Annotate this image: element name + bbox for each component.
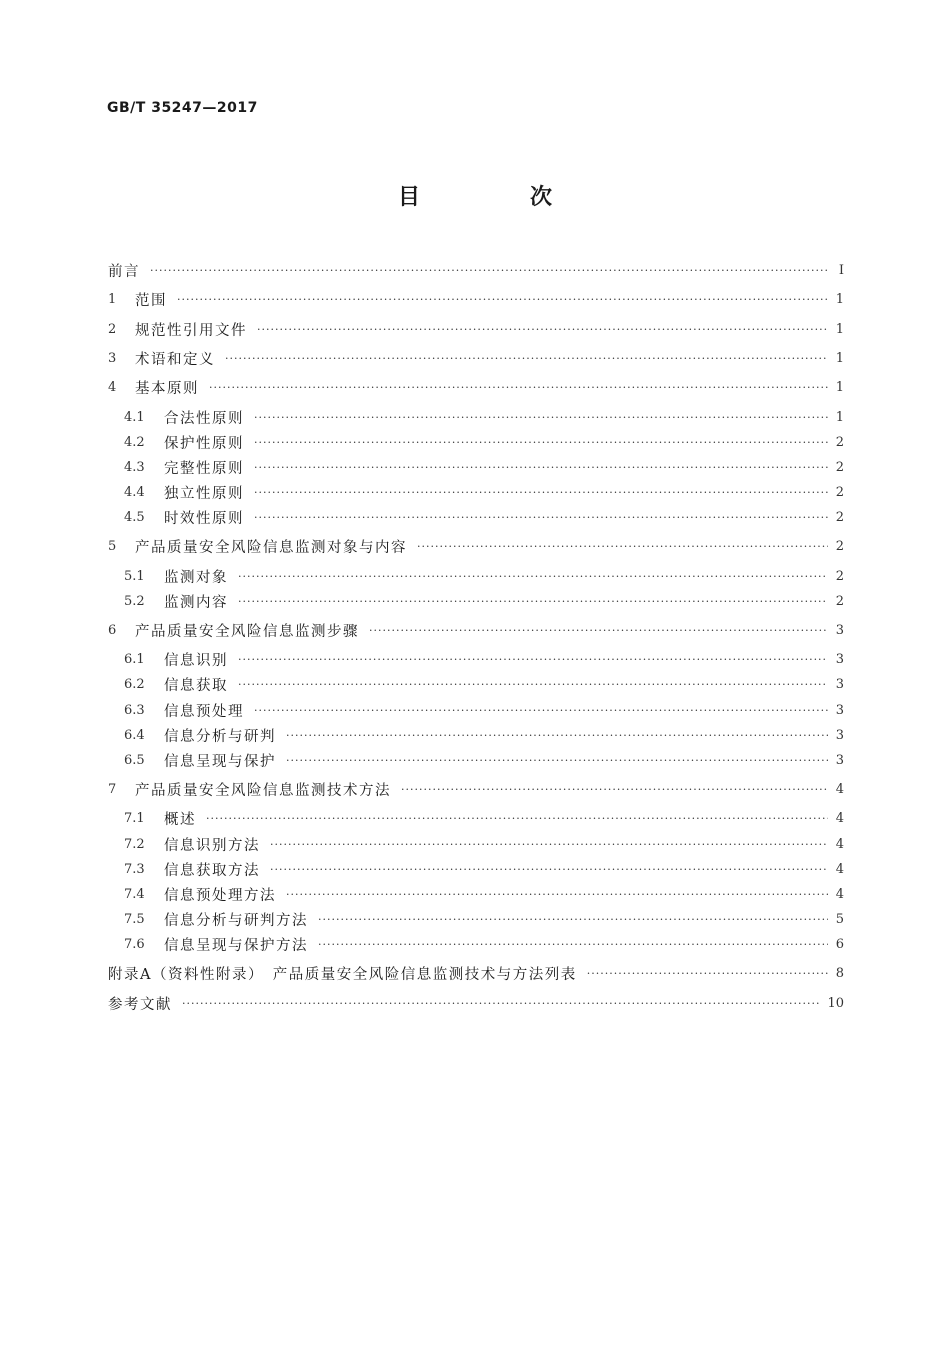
toc-entry-page: 4: [835, 861, 844, 877]
toc-entry-title: 基本原则: [135, 380, 199, 397]
dot-leader: [369, 624, 828, 637]
toc-entry-title: 产品质量安全风险信息监测对象与内容: [135, 539, 407, 556]
toc-entry-number: 5.2: [124, 593, 145, 609]
toc-entry[interactable]: [124, 857, 844, 881]
toc-entry[interactable]: [124, 564, 844, 588]
dot-leader: [286, 754, 828, 767]
toc-entry[interactable]: [108, 287, 844, 311]
toc-entry-title: 合法性原则: [164, 410, 244, 427]
toc-entry[interactable]: [124, 882, 844, 906]
toc-entry-number: 6.5: [124, 752, 145, 768]
dot-leader: [182, 997, 819, 1010]
toc-entry-page: 3: [835, 676, 844, 692]
toc-entry-title: 产品质量安全风险信息监测步骤: [135, 623, 359, 640]
dot-leader: [254, 511, 828, 524]
toc-entry-page: Ⅰ: [838, 262, 844, 278]
toc-entry-number: 6.3: [124, 702, 145, 718]
toc-entry-number: 6.1: [124, 651, 145, 667]
toc-entry[interactable]: [124, 647, 844, 671]
dot-leader: [254, 461, 828, 474]
toc-entry-page: 2: [835, 484, 844, 500]
dot-leader: [254, 486, 828, 499]
toc-entry-title: 信息获取: [164, 677, 228, 694]
toc-entry-number: 5.1: [124, 568, 145, 584]
dot-leader: [257, 323, 828, 336]
dot-leader: [401, 783, 828, 796]
dot-leader: [209, 381, 828, 394]
toc-entry-page: 1: [835, 291, 844, 307]
dot-leader: [177, 293, 828, 306]
toc-entry[interactable]: [124, 723, 844, 747]
toc-entry-number: 7.1: [124, 810, 145, 826]
dot-leader: [587, 967, 828, 980]
toc-entry-page: 2: [835, 459, 844, 475]
toc-entry-title: 信息预处理: [164, 703, 244, 720]
toc-entry[interactable]: [108, 618, 844, 642]
toc-entry-title: 信息呈现与保护方法: [164, 937, 308, 954]
toc-entry-page: 4: [835, 886, 844, 902]
toc-entry[interactable]: [124, 907, 844, 931]
toc-entry-page: 10: [827, 995, 844, 1011]
toc-entry-page: 1: [835, 321, 844, 337]
toc-entry-title: 信息预处理方法: [164, 887, 276, 904]
toc-entry[interactable]: [108, 375, 844, 399]
dot-leader: [254, 436, 828, 449]
toc-entry-page: 2: [835, 538, 844, 554]
dot-leader: [206, 812, 828, 825]
toc-entry-number: 7.3: [124, 861, 145, 877]
toc-entry-number: 7: [108, 781, 117, 797]
dot-leader: [318, 913, 828, 926]
toc-entry[interactable]: [108, 777, 844, 801]
toc-entry-number: 4.3: [124, 459, 145, 475]
toc-entry-page: 3: [835, 622, 844, 638]
toc-entry-title: 参考文献: [108, 996, 172, 1013]
toc-entry[interactable]: [108, 991, 844, 1015]
dot-leader: [238, 595, 828, 608]
toc-entry-page: 1: [835, 379, 844, 395]
toc-entry-title: 时效性原则: [164, 510, 244, 527]
toc-entry-page: 2: [835, 568, 844, 584]
toc-entry-number: 4: [108, 379, 117, 395]
toc-entry[interactable]: [124, 698, 844, 722]
toc-entry-title: 信息呈现与保护: [164, 753, 276, 770]
toc-entry-page: 8: [835, 965, 844, 981]
toc-entry-number: 7.4: [124, 886, 145, 902]
toc-entry-page: 3: [835, 752, 844, 768]
toc-entry-title: 规范性引用文件: [135, 322, 247, 339]
toc-entry-title: 范围: [135, 292, 167, 309]
dot-leader: [254, 704, 828, 717]
toc-entry-number: 4.1: [124, 409, 145, 425]
toc-entry-page: 3: [835, 651, 844, 667]
toc-entry-page: 2: [835, 434, 844, 450]
toc-entry[interactable]: [124, 832, 844, 856]
toc-entry[interactable]: [124, 932, 844, 956]
toc-entry-title: 信息识别方法: [164, 837, 260, 854]
toc-entry[interactable]: [124, 455, 844, 479]
toc-entry[interactable]: [124, 430, 844, 454]
toc-entry-number: 7.5: [124, 911, 145, 927]
toc-entry-number: 7.6: [124, 936, 145, 952]
toc-entry-title: 监测内容: [164, 594, 228, 611]
dot-leader: [238, 653, 828, 666]
toc-entry-number: 6.4: [124, 727, 145, 743]
toc-entry[interactable]: [124, 505, 844, 529]
dot-leader: [254, 411, 828, 424]
toc-entry-title: 产品质量安全风险信息监测技术方法: [135, 782, 391, 799]
dot-leader: [286, 888, 828, 901]
toc-entry-number: 6: [108, 622, 117, 638]
dot-leader: [225, 352, 828, 365]
toc-entry[interactable]: [108, 258, 844, 282]
toc-entry-page: 1: [835, 350, 844, 366]
dot-leader: [270, 838, 828, 851]
toc-entry-page: 1: [835, 409, 844, 425]
toc-entry-title: 信息分析与研判: [164, 728, 276, 745]
toc-entry-title: 附录A（资料性附录） 产品质量安全风险信息监测技术与方法列表: [108, 966, 577, 983]
dot-leader: [238, 678, 828, 691]
toc-entry-number: 7.2: [124, 836, 145, 852]
toc-entry-page: 5: [835, 911, 844, 927]
toc-entry-title: 保护性原则: [164, 435, 244, 452]
toc-entry-page: 3: [835, 727, 844, 743]
toc-entry-number: 1: [108, 291, 117, 307]
toc-entry-number: 5: [108, 538, 117, 554]
toc-entry-number: 4.2: [124, 434, 145, 450]
dot-leader: [238, 570, 828, 583]
toc-entry[interactable]: [124, 405, 844, 429]
toc-entry-title: 信息分析与研判方法: [164, 912, 308, 929]
toc-entry-page: 2: [835, 509, 844, 525]
toc-entry-title: 完整性原则: [164, 460, 244, 477]
toc-entry[interactable]: [108, 961, 844, 985]
toc-entry[interactable]: [124, 672, 844, 696]
toc-entry[interactable]: [108, 534, 844, 558]
toc-entry-page: 4: [835, 836, 844, 852]
dot-leader: [417, 540, 828, 553]
toc-entry-number: 2: [108, 321, 117, 337]
toc-entry-title: 监测对象: [164, 569, 228, 586]
document-code: GB/T 35247—2017: [107, 100, 258, 116]
toc-entry[interactable]: [124, 806, 844, 830]
toc-entry-page: 2: [835, 593, 844, 609]
toc-entry-title: 概述: [164, 811, 196, 828]
toc-entry-page: 4: [835, 810, 844, 826]
toc-entry-title: 信息识别: [164, 652, 228, 669]
toc-entry-number: 4.4: [124, 484, 145, 500]
dot-leader: [318, 938, 828, 951]
toc-entry-title: 独立性原则: [164, 485, 244, 502]
toc-entry-page: 6: [835, 936, 844, 952]
toc-entry-number: 6.2: [124, 676, 145, 692]
dot-leader: [270, 863, 828, 876]
toc-entry-title: 信息获取方法: [164, 862, 260, 879]
toc-entry-title: 术语和定义: [135, 351, 215, 368]
toc-entry-page: 4: [835, 781, 844, 797]
toc-entry[interactable]: [124, 589, 844, 613]
toc-entry[interactable]: [108, 346, 844, 370]
toc-entry[interactable]: [124, 480, 844, 504]
toc-entry-title: 前言: [108, 263, 140, 280]
toc-entry-page: 3: [835, 702, 844, 718]
dot-leader: [150, 264, 828, 277]
toc-entry[interactable]: [108, 317, 844, 341]
dot-leader: [286, 729, 828, 742]
toc-entry[interactable]: [124, 748, 844, 772]
toc-entry-number: 3: [108, 350, 117, 366]
page-title: 目 次: [397, 185, 596, 210]
toc-entry-number: 4.5: [124, 509, 145, 525]
